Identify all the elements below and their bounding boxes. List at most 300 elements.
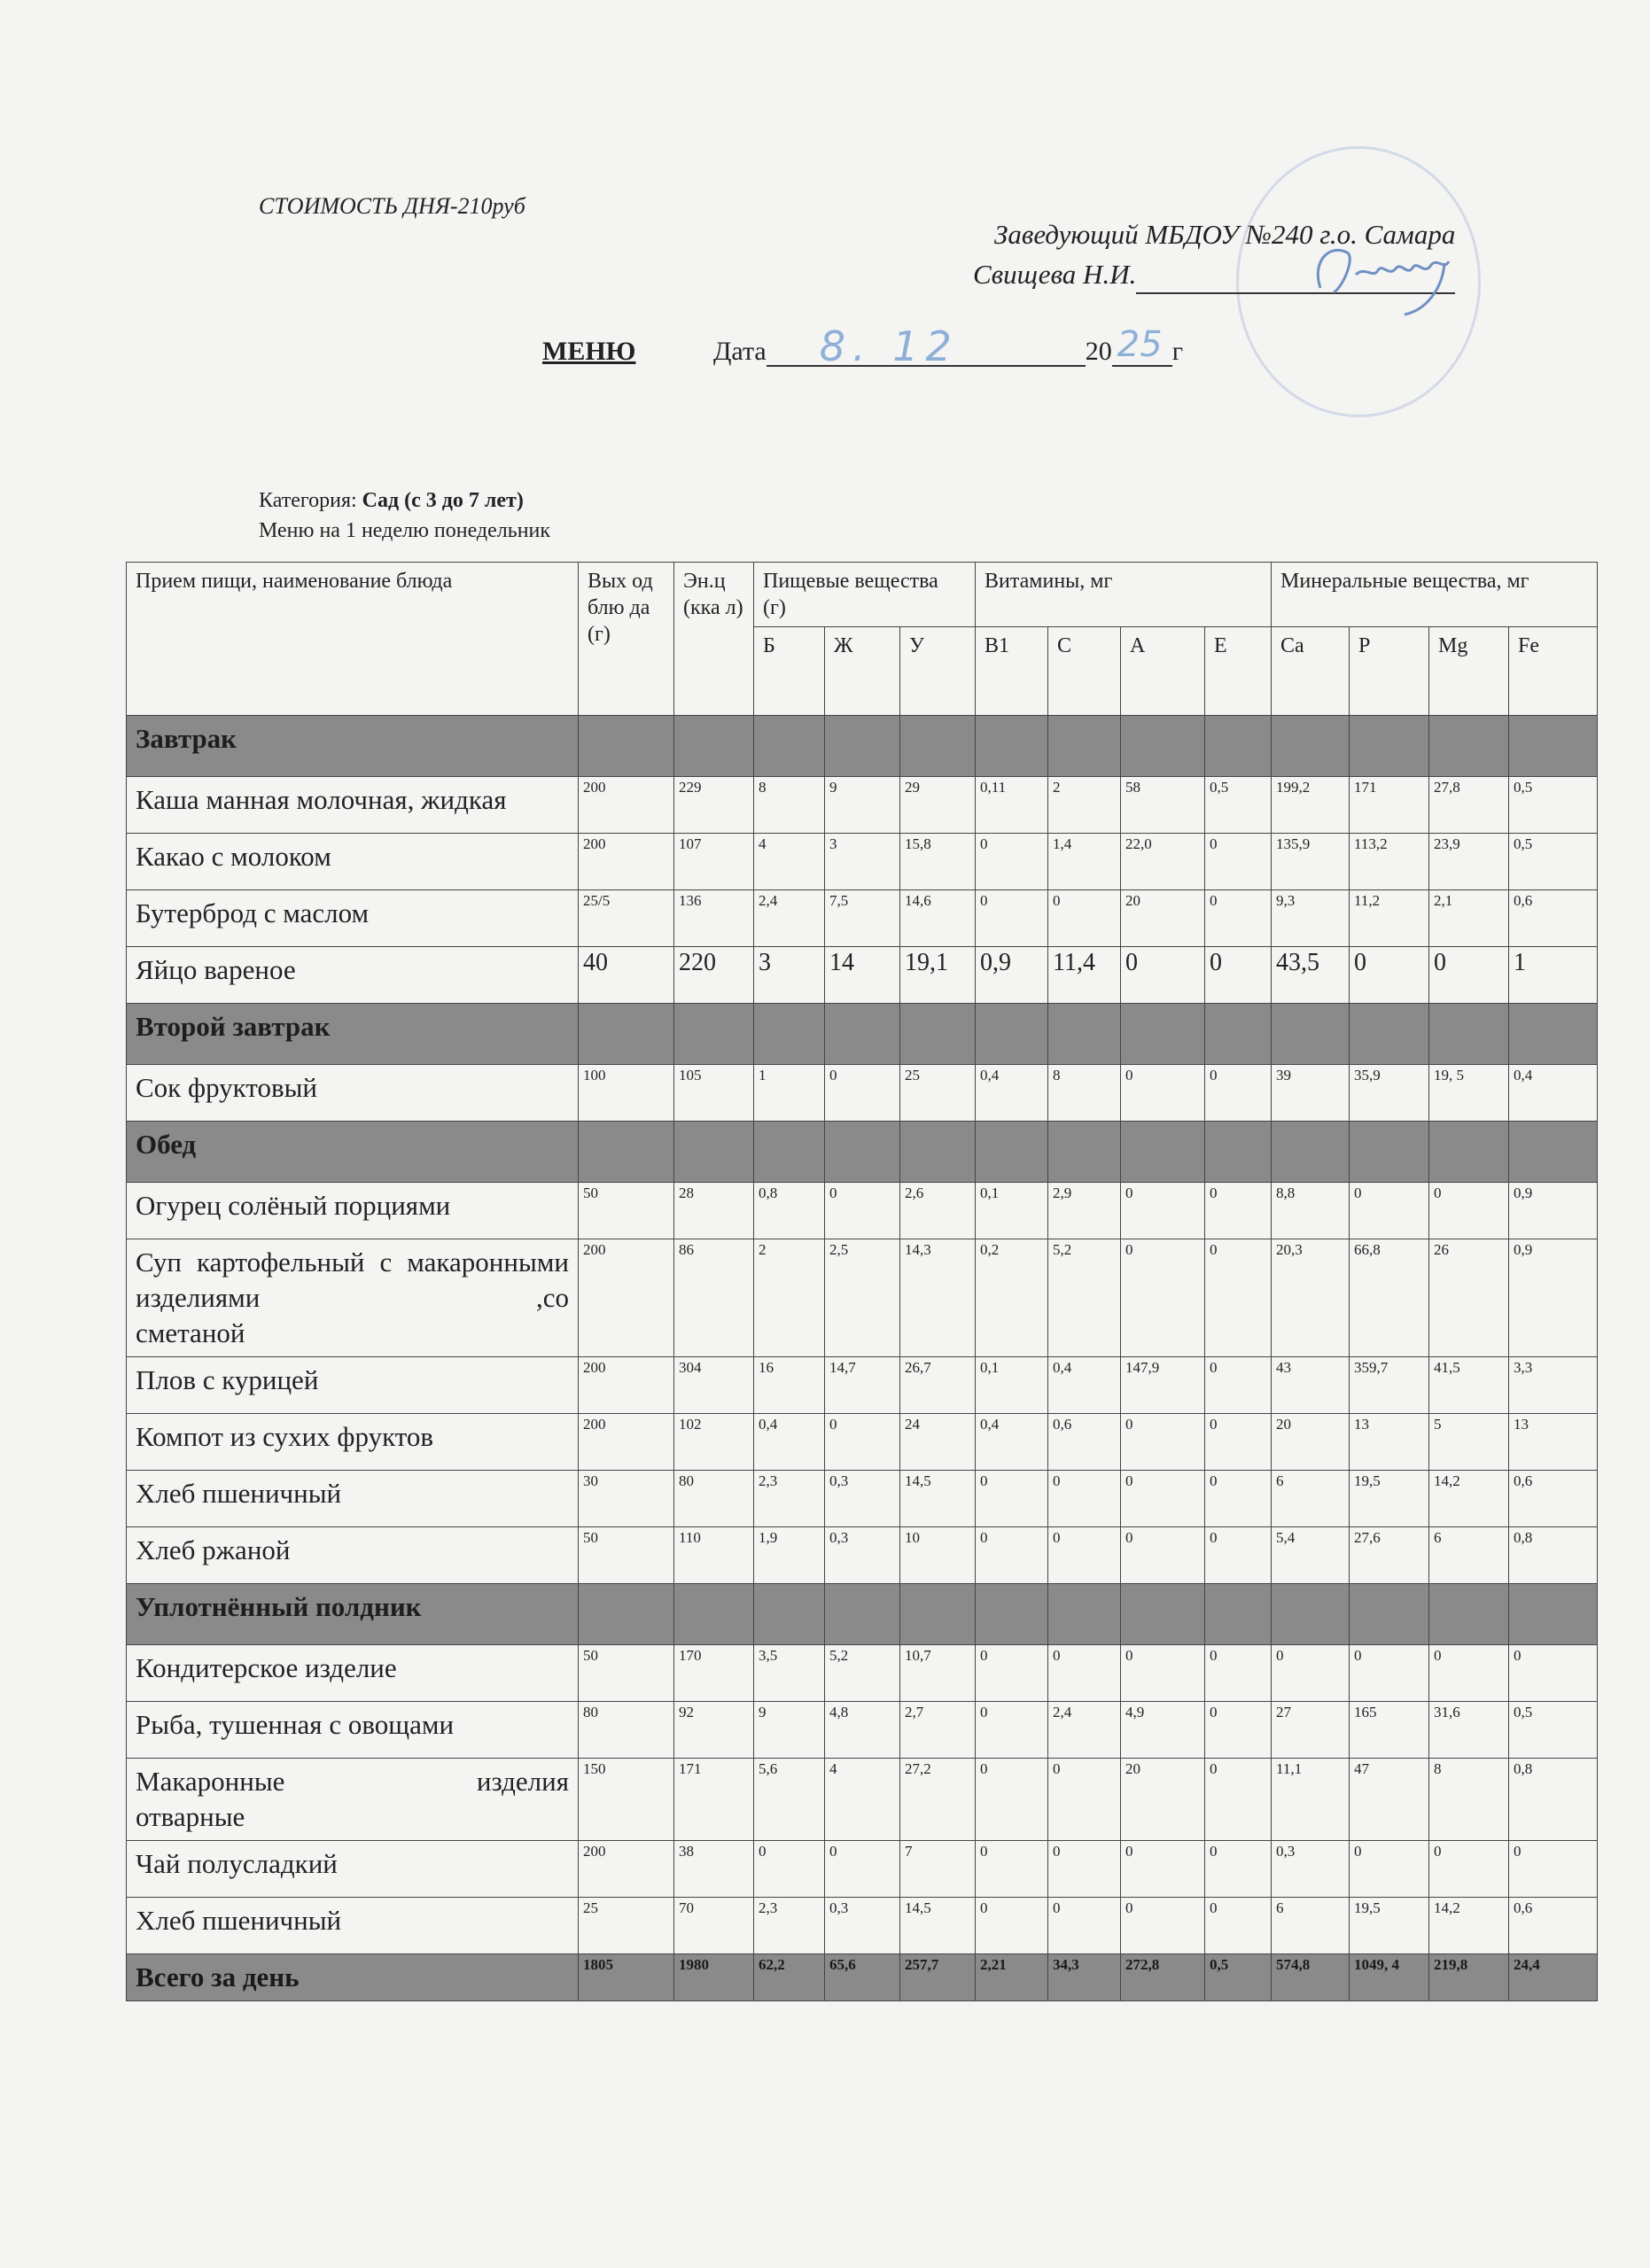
dish-name-text: Какао с молоком — [136, 841, 331, 872]
value-cell: 0,9 — [976, 947, 1048, 1004]
total-row — [127, 1954, 1598, 2001]
dish-name — [127, 1527, 579, 1584]
value-cell: 0 — [1121, 1239, 1205, 1357]
col-b1: B1 — [976, 627, 1048, 716]
value-cell: 0,5 — [1205, 777, 1272, 834]
value-cell: 0,3 — [825, 1898, 900, 1954]
dish-name-text: Макаронные изделия — [136, 1766, 569, 1797]
category-label: Категория: — [259, 489, 357, 512]
category-block — [259, 485, 550, 546]
value-cell: 200 — [579, 834, 674, 890]
value-cell: 0,3 — [1272, 1841, 1350, 1898]
value-cell: 15,8 — [900, 834, 976, 890]
value-cell: 0 — [1205, 834, 1272, 890]
value-cell: 0,8 — [1509, 1527, 1598, 1584]
value-cell: 171 — [1350, 777, 1429, 834]
dish-name-text-cont: отварные — [136, 1801, 245, 1832]
dish-name-text: Всего за день — [136, 1961, 300, 1992]
value-cell: 0 — [1121, 1898, 1205, 1954]
dish-name — [127, 1702, 579, 1759]
value-cell: 25 — [900, 1065, 976, 1122]
dish-name-text: Каша манная молочная, жидкая — [136, 784, 507, 815]
dish-name-text: Хлеб ржаной — [136, 1534, 291, 1565]
value-cell: 34,3 — [1048, 1954, 1121, 2001]
value-cell: 13 — [1509, 1414, 1598, 1471]
dish-name — [127, 1954, 579, 2001]
value-cell: 50 — [579, 1183, 674, 1239]
col-a: A — [1121, 627, 1205, 716]
value-cell: 200 — [579, 777, 674, 834]
value-cell: 62,2 — [754, 1954, 825, 2001]
dish-name-text: Суп картофельный с макаронными изделиями ,со — [136, 1247, 569, 1313]
value-cell: 0 — [976, 1471, 1048, 1527]
dish-name — [127, 1645, 579, 1702]
value-cell: 165 — [1350, 1702, 1429, 1759]
value-cell: 4,8 — [825, 1702, 900, 1759]
value-cell: 0 — [976, 890, 1048, 947]
value-cell: 8 — [1048, 1065, 1121, 1122]
dish-name-text: Яйцо вареное — [136, 954, 296, 985]
col-nutrients: Пищевые вещества (г) — [754, 563, 976, 627]
value-cell: 19, 5 — [1429, 1065, 1509, 1122]
dish-name — [127, 834, 579, 890]
value-cell: 5 — [1429, 1414, 1509, 1471]
dish-name — [127, 1841, 579, 1898]
value-cell: 11,2 — [1350, 890, 1429, 947]
value-cell: 26,7 — [900, 1357, 976, 1414]
value-cell: 7 — [900, 1841, 976, 1898]
table-row — [127, 1183, 1598, 1239]
value-cell: 3,3 — [1509, 1357, 1598, 1414]
value-cell: 0 — [976, 1841, 1048, 1898]
menu-table — [126, 562, 1598, 2001]
section-title: Второй завтрак — [127, 1004, 579, 1065]
value-cell: 0,5 — [1509, 1702, 1598, 1759]
value-cell: 5,2 — [825, 1645, 900, 1702]
value-cell: 0 — [1205, 1645, 1272, 1702]
value-cell: 0 — [1121, 1471, 1205, 1527]
value-cell: 0 — [976, 834, 1048, 890]
value-cell: 0 — [1121, 1527, 1205, 1584]
section-title: Завтрак — [127, 716, 579, 777]
date-value: 8. 12 — [819, 322, 959, 370]
table-row — [127, 890, 1598, 947]
dish-name-text: Кондитерское изделие — [136, 1652, 397, 1683]
approver-name: Свищева Н.И. — [973, 259, 1137, 290]
col-energy: Эн.ц (кка л) — [674, 563, 754, 716]
value-cell: 19,5 — [1350, 1471, 1429, 1527]
header-row — [127, 563, 1598, 627]
value-cell: 0,2 — [976, 1239, 1048, 1357]
value-cell: 14,6 — [900, 890, 976, 947]
table-row — [127, 947, 1598, 1004]
value-cell: 1805 — [579, 1954, 674, 2001]
value-cell: 0,6 — [1048, 1414, 1121, 1471]
value-cell: 199,2 — [1272, 777, 1350, 834]
value-cell: 0,9 — [1509, 1239, 1598, 1357]
table-row — [127, 1414, 1598, 1471]
value-cell: 0 — [976, 1898, 1048, 1954]
value-cell: 6 — [1429, 1527, 1509, 1584]
value-cell: 27,2 — [900, 1759, 976, 1841]
value-cell: 0 — [825, 1414, 900, 1471]
value-cell: 0 — [1429, 947, 1509, 1004]
col-e: E — [1205, 627, 1272, 716]
value-cell: 0 — [1205, 1527, 1272, 1584]
value-cell: 20 — [1272, 1414, 1350, 1471]
col-mg: Mg — [1429, 627, 1509, 716]
value-cell: 16 — [754, 1357, 825, 1414]
year-field — [1112, 324, 1172, 367]
value-cell: 0 — [1350, 1841, 1429, 1898]
date-field — [767, 322, 1086, 370]
value-cell: 5,4 — [1272, 1527, 1350, 1584]
section-row — [127, 716, 1598, 777]
value-cell: 0 — [1048, 890, 1121, 947]
value-cell: 0 — [1205, 1759, 1272, 1841]
value-cell: 0 — [1121, 947, 1205, 1004]
col-fe: Fe — [1509, 627, 1598, 716]
value-cell: 0 — [1121, 1414, 1205, 1471]
value-cell: 26 — [1429, 1239, 1509, 1357]
day-cost: СТОИМОСТЬ ДНЯ-210руб — [259, 193, 525, 219]
value-cell: 19,5 — [1350, 1898, 1429, 1954]
value-cell: 3,5 — [754, 1645, 825, 1702]
approver-title: Заведующий МБДОУ №240 г.о. Самара — [994, 219, 1456, 250]
dish-name-text: Хлеб пшеничный — [136, 1478, 342, 1509]
dish-name — [127, 1183, 579, 1239]
value-cell: 8 — [754, 777, 825, 834]
table-row — [127, 1471, 1598, 1527]
value-cell: 8 — [1429, 1759, 1509, 1841]
value-cell: 110 — [674, 1527, 754, 1584]
value-cell: 2,5 — [825, 1239, 900, 1357]
value-cell: 0 — [976, 1645, 1048, 1702]
value-cell: 0,4 — [754, 1414, 825, 1471]
table-row — [127, 1759, 1598, 1841]
value-cell: 2,21 — [976, 1954, 1048, 2001]
value-cell: 0 — [1048, 1471, 1121, 1527]
value-cell: 0,4 — [976, 1414, 1048, 1471]
dish-name-text-cont: сметаной — [136, 1317, 245, 1348]
value-cell: 65,6 — [825, 1954, 900, 2001]
value-cell: 47 — [1350, 1759, 1429, 1841]
dish-name — [127, 1357, 579, 1414]
value-cell: 0,11 — [976, 777, 1048, 834]
dish-name — [127, 777, 579, 834]
value-cell: 58 — [1121, 777, 1205, 834]
value-cell: 2 — [754, 1239, 825, 1357]
value-cell: 14,3 — [900, 1239, 976, 1357]
value-cell: 11,4 — [1048, 947, 1121, 1004]
value-cell: 0 — [1048, 1898, 1121, 1954]
value-cell: 66,8 — [1350, 1239, 1429, 1357]
col-minerals: Минеральные вещества, мг — [1272, 563, 1598, 627]
week-label: Меню на 1 неделю понедельник — [259, 519, 551, 542]
value-cell: 0 — [1429, 1841, 1509, 1898]
value-cell: 257,7 — [900, 1954, 976, 2001]
value-cell: 7,5 — [825, 890, 900, 947]
value-cell: 0 — [1048, 1759, 1121, 1841]
value-cell: 0 — [1121, 1645, 1205, 1702]
value-cell: 2,7 — [900, 1702, 976, 1759]
value-cell: 20 — [1121, 890, 1205, 947]
value-cell: 86 — [674, 1239, 754, 1357]
value-cell: 14,5 — [900, 1471, 976, 1527]
value-cell: 0,8 — [1509, 1759, 1598, 1841]
value-cell: 80 — [674, 1471, 754, 1527]
value-cell: 30 — [579, 1471, 674, 1527]
value-cell: 0 — [1048, 1841, 1121, 1898]
dish-name-text: Хлеб пшеничный — [136, 1905, 342, 1936]
dish-name — [127, 890, 579, 947]
value-cell: 2,4 — [754, 890, 825, 947]
value-cell: 147,9 — [1121, 1357, 1205, 1414]
table-row — [127, 1065, 1598, 1122]
section-title: Обед — [127, 1122, 579, 1183]
value-cell: 11,1 — [1272, 1759, 1350, 1841]
value-cell: 5,2 — [1048, 1239, 1121, 1357]
category-value: Сад (с 3 до 7 лет) — [362, 489, 524, 512]
value-cell: 0 — [1429, 1645, 1509, 1702]
value-cell: 0,4 — [976, 1065, 1048, 1122]
value-cell: 0,4 — [1048, 1357, 1121, 1414]
value-cell: 0 — [1205, 1471, 1272, 1527]
value-cell: 3 — [825, 834, 900, 890]
value-cell: 35,9 — [1350, 1065, 1429, 1122]
value-cell: 20 — [1121, 1759, 1205, 1841]
value-cell: 0 — [1048, 1527, 1121, 1584]
value-cell: 0,1 — [976, 1183, 1048, 1239]
value-cell: 0,6 — [1509, 890, 1598, 947]
value-cell: 200 — [579, 1414, 674, 1471]
value-cell: 19,1 — [900, 947, 976, 1004]
value-cell: 0 — [1205, 1702, 1272, 1759]
value-cell: 24,4 — [1509, 1954, 1598, 2001]
value-cell: 1 — [754, 1065, 825, 1122]
section-row — [127, 1584, 1598, 1645]
value-cell: 2,4 — [1048, 1702, 1121, 1759]
value-cell: 50 — [579, 1645, 674, 1702]
value-cell: 220 — [674, 947, 754, 1004]
value-cell: 8,8 — [1272, 1183, 1350, 1239]
value-cell: 0 — [1048, 1645, 1121, 1702]
value-cell: 200 — [579, 1357, 674, 1414]
table-row — [127, 1898, 1598, 1954]
value-cell: 105 — [674, 1065, 754, 1122]
value-cell: 219,8 — [1429, 1954, 1509, 2001]
section-row — [127, 1122, 1598, 1183]
value-cell: 0,5 — [1205, 1954, 1272, 2001]
value-cell: 0 — [825, 1065, 900, 1122]
value-cell: 10 — [900, 1527, 976, 1584]
value-cell: 28 — [674, 1183, 754, 1239]
value-cell: 31,6 — [1429, 1702, 1509, 1759]
value-cell: 43 — [1272, 1357, 1350, 1414]
value-cell: 0,3 — [825, 1527, 900, 1584]
dish-name-text: Рыба, тушенная с овощами — [136, 1709, 455, 1740]
value-cell: 38 — [674, 1841, 754, 1898]
dish-name-text: Чай полусладкий — [136, 1848, 338, 1879]
value-cell: 5,6 — [754, 1759, 825, 1841]
menu-date-line — [542, 322, 1184, 370]
value-cell: 0 — [976, 1527, 1048, 1584]
value-cell: 4,9 — [1121, 1702, 1205, 1759]
value-cell: 2,3 — [754, 1471, 825, 1527]
value-cell: 0,6 — [1509, 1471, 1598, 1527]
col-p: P — [1350, 627, 1429, 716]
value-cell: 171 — [674, 1759, 754, 1841]
dish-name — [127, 1471, 579, 1527]
value-cell: 14,7 — [825, 1357, 900, 1414]
value-cell: 170 — [674, 1645, 754, 1702]
col-meal: Прием пищи, наименование блюда — [127, 563, 579, 716]
value-cell: 70 — [674, 1898, 754, 1954]
table-row — [127, 1702, 1598, 1759]
value-cell: 1 — [1509, 947, 1598, 1004]
value-cell: 80 — [579, 1702, 674, 1759]
value-cell: 0 — [1509, 1841, 1598, 1898]
value-cell: 0 — [976, 1759, 1048, 1841]
value-cell: 1,4 — [1048, 834, 1121, 890]
table-row — [127, 777, 1598, 834]
value-cell: 10,7 — [900, 1645, 976, 1702]
value-cell: 304 — [674, 1357, 754, 1414]
col-carb: У — [900, 627, 976, 716]
dish-name — [127, 1414, 579, 1471]
value-cell: 39 — [1272, 1065, 1350, 1122]
table-row — [127, 1527, 1598, 1584]
value-cell: 27,6 — [1350, 1527, 1429, 1584]
value-cell: 40 — [579, 947, 674, 1004]
value-cell: 2 — [1048, 777, 1121, 834]
value-cell: 20,3 — [1272, 1239, 1350, 1357]
value-cell: 100 — [579, 1065, 674, 1122]
value-cell: 135,9 — [1272, 834, 1350, 890]
value-cell: 1,9 — [754, 1527, 825, 1584]
value-cell: 574,8 — [1272, 1954, 1350, 2001]
col-ca: Ca — [1272, 627, 1350, 716]
dish-name-text: Бутерброд с маслом — [136, 897, 370, 928]
value-cell: 0 — [1350, 1183, 1429, 1239]
value-cell: 0 — [825, 1183, 900, 1239]
value-cell: 41,5 — [1429, 1357, 1509, 1414]
value-cell: 14,2 — [1429, 1471, 1509, 1527]
section-row — [127, 1004, 1598, 1065]
value-cell: 14,2 — [1429, 1898, 1509, 1954]
value-cell: 25/5 — [579, 890, 674, 947]
value-cell: 0 — [754, 1841, 825, 1898]
value-cell: 0 — [1121, 1183, 1205, 1239]
dish-name — [127, 947, 579, 1004]
value-cell: 27,8 — [1429, 777, 1509, 834]
value-cell: 9 — [825, 777, 900, 834]
date-label: Дата — [712, 337, 767, 366]
value-cell: 200 — [579, 1841, 674, 1898]
value-cell: 0 — [1205, 1898, 1272, 1954]
value-cell: 0,9 — [1509, 1183, 1598, 1239]
value-cell: 0 — [976, 1702, 1048, 1759]
value-cell: 6 — [1272, 1898, 1350, 1954]
value-cell: 22,0 — [1121, 834, 1205, 890]
value-cell: 2,3 — [754, 1898, 825, 1954]
value-cell: 0 — [1205, 1183, 1272, 1239]
value-cell: 0 — [1509, 1645, 1598, 1702]
value-cell: 0,6 — [1509, 1898, 1598, 1954]
year-value: 25 — [1117, 324, 1163, 365]
value-cell: 0,3 — [825, 1471, 900, 1527]
value-cell: 359,7 — [1350, 1357, 1429, 1414]
table-row — [127, 834, 1598, 890]
value-cell: 1980 — [674, 1954, 754, 2001]
col-yield: Вых од блю да (г) — [579, 563, 674, 716]
value-cell: 4 — [825, 1759, 900, 1841]
value-cell: 0,5 — [1509, 834, 1598, 890]
value-cell: 3 — [754, 947, 825, 1004]
value-cell: 0 — [1205, 890, 1272, 947]
value-cell: 2,9 — [1048, 1183, 1121, 1239]
value-cell: 0 — [1205, 947, 1272, 1004]
value-cell: 1049, 4 — [1350, 1954, 1429, 2001]
value-cell: 102 — [674, 1414, 754, 1471]
value-cell: 0 — [1272, 1645, 1350, 1702]
value-cell: 43,5 — [1272, 947, 1350, 1004]
value-cell: 229 — [674, 777, 754, 834]
value-cell: 0 — [1350, 1645, 1429, 1702]
value-cell: 27 — [1272, 1702, 1350, 1759]
dish-name — [127, 1898, 579, 1954]
value-cell: 14 — [825, 947, 900, 1004]
table-row — [127, 1841, 1598, 1898]
value-cell: 0 — [1121, 1065, 1205, 1122]
signature-icon — [1294, 226, 1471, 323]
value-cell: 4 — [754, 834, 825, 890]
dish-name-text: Сок фруктовый — [136, 1072, 318, 1103]
value-cell: 2,1 — [1429, 890, 1509, 947]
value-cell: 24 — [900, 1414, 976, 1471]
dish-name-text: Плов с курицей — [136, 1364, 319, 1395]
value-cell: 92 — [674, 1702, 754, 1759]
value-cell: 0,8 — [754, 1183, 825, 1239]
value-cell: 0,4 — [1509, 1065, 1598, 1122]
year-suffix: г — [1171, 337, 1184, 366]
value-cell: 2,6 — [900, 1183, 976, 1239]
value-cell: 13 — [1350, 1414, 1429, 1471]
col-vitamins: Витамины, мг — [976, 563, 1272, 627]
value-cell: 0 — [1205, 1239, 1272, 1357]
table-row — [127, 1239, 1598, 1357]
value-cell: 136 — [674, 890, 754, 947]
table-row — [127, 1645, 1598, 1702]
menu-title: МЕНЮ — [542, 337, 636, 366]
value-cell: 23,9 — [1429, 834, 1509, 890]
value-cell: 0,1 — [976, 1357, 1048, 1414]
dish-name — [127, 1065, 579, 1122]
col-protein: Б — [754, 627, 825, 716]
value-cell: 0 — [1350, 947, 1429, 1004]
value-cell: 113,2 — [1350, 834, 1429, 890]
value-cell: 14,5 — [900, 1898, 976, 1954]
table-row — [127, 1357, 1598, 1414]
value-cell: 0 — [825, 1841, 900, 1898]
value-cell: 0 — [1205, 1357, 1272, 1414]
dish-name-text: Огурец солёный порциями — [136, 1190, 451, 1221]
value-cell: 9,3 — [1272, 890, 1350, 947]
value-cell: 9 — [754, 1702, 825, 1759]
value-cell: 25 — [579, 1898, 674, 1954]
value-cell: 150 — [579, 1759, 674, 1841]
year-prefix: 20 — [1085, 337, 1112, 366]
